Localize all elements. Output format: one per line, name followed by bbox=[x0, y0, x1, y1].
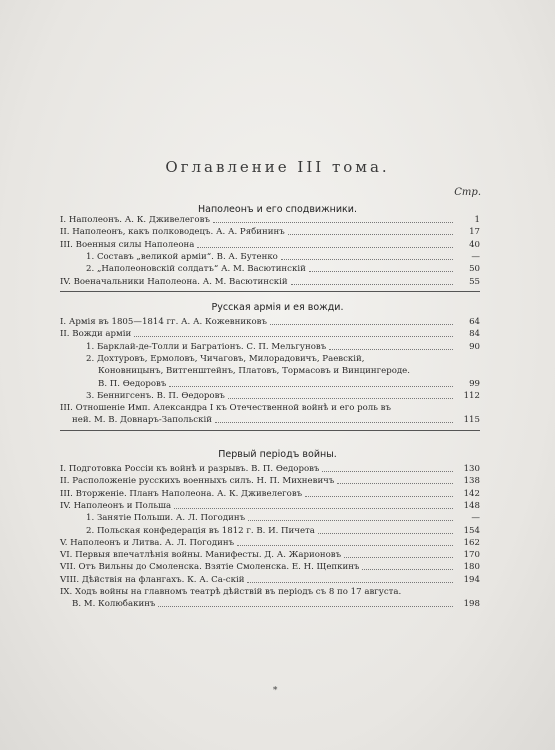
toc-entry bbox=[60, 488, 480, 500]
entry-page: 64 bbox=[469, 317, 480, 327]
entry-text: Наполеонъ. А. К. Дживелеговъ bbox=[68, 215, 210, 225]
leader-dots bbox=[270, 324, 453, 325]
leader-dots bbox=[329, 349, 453, 350]
toc-entry bbox=[98, 365, 480, 377]
entry-text: Подготовка Россіи къ войнѣ и разрывъ. В. П. Өедоровъ bbox=[68, 464, 320, 474]
entry-text: Отношеніе Имп. Александра I къ Отечественной войнѣ и его роль въ bbox=[75, 403, 391, 414]
toc-title: Оглавление III тома. bbox=[165, 158, 390, 176]
leader-dots bbox=[288, 234, 453, 235]
toc-entry bbox=[60, 475, 480, 487]
entry-page: 198 bbox=[463, 599, 480, 610]
entry-text: Составъ „великой арміи“. В. А. Бутенко bbox=[96, 251, 278, 262]
leader-dots bbox=[362, 569, 453, 570]
toc-entry bbox=[60, 226, 480, 238]
toc-entry bbox=[86, 341, 480, 353]
entry-number: II. bbox=[60, 476, 73, 487]
leader-dots bbox=[344, 557, 453, 558]
entry-number: I. bbox=[60, 215, 69, 225]
entry-text: Военныя силы Наполеона bbox=[75, 239, 195, 250]
entry-page: 180 bbox=[463, 562, 480, 573]
entry-page: 17 bbox=[469, 227, 480, 238]
entry-text: Занятіе Польши. А. Л. Погодинъ bbox=[96, 513, 246, 524]
entry-text: Армія въ 1805—1814 гг. А. А. Кожевниковъ bbox=[68, 317, 267, 327]
leader-dots bbox=[322, 471, 453, 472]
section-heading: Наполеонъ и его сподвижники. bbox=[198, 204, 357, 215]
entry-number: IV. bbox=[60, 276, 74, 287]
entry-text: Наполеонъ и Литва. А. Л. Погодинъ bbox=[70, 537, 235, 548]
entry-page: 84 bbox=[469, 329, 480, 340]
toc-entry bbox=[60, 549, 480, 561]
leader-dots bbox=[337, 483, 453, 484]
entry-number: 2. bbox=[86, 525, 97, 536]
leader-dots bbox=[291, 284, 453, 285]
toc-entry bbox=[98, 378, 480, 390]
entry-number: IX. bbox=[60, 587, 75, 597]
leader-dots bbox=[213, 222, 453, 223]
entry-text: Коновницынъ, Витгенштейнъ, Платовъ, Тормасовъ и Винцингероде. bbox=[98, 366, 410, 377]
entry-text: Ходъ войны на главномъ театрѣ дѣйствій въ періодъ съ 8 по 17 августа. bbox=[74, 587, 402, 597]
toc-entry bbox=[60, 239, 480, 251]
entry-text: Военачальники Наполеона. А. М. Васютинскій bbox=[73, 276, 288, 287]
entry-page: 55 bbox=[469, 276, 480, 287]
entry-page: 138 bbox=[463, 476, 480, 487]
leader-dots bbox=[169, 386, 453, 387]
section-heading: Русская армія и ея вожди. bbox=[211, 302, 344, 313]
entry-text: Вторженіе. Планъ Наполеона. А. К. Дживелеговъ bbox=[75, 488, 303, 499]
entry-text: Первыя впечатлѣнія войны. Манифесты. Д. А. Жарионовъ bbox=[75, 550, 342, 561]
leader-dots bbox=[228, 398, 453, 399]
entry-page: 90 bbox=[469, 341, 480, 352]
leader-dots bbox=[174, 508, 453, 509]
entry-page: 112 bbox=[463, 390, 480, 401]
toc-entry bbox=[60, 328, 480, 340]
entry-text: В. П. Өедоровъ bbox=[98, 378, 167, 389]
entry-number: III. bbox=[60, 403, 76, 414]
entry-number: IV. bbox=[60, 500, 74, 511]
entry-page: 130 bbox=[463, 464, 480, 474]
entry-number: 2. bbox=[86, 264, 97, 275]
entry-number: II. bbox=[60, 227, 73, 238]
toc-entry bbox=[60, 316, 480, 328]
entry-number: 1. bbox=[86, 513, 97, 524]
leader-dots bbox=[281, 259, 453, 260]
toc-entry bbox=[60, 537, 480, 549]
entry-number: VII. bbox=[60, 562, 79, 573]
entry-page: 1 bbox=[474, 215, 480, 225]
toc-entry bbox=[60, 561, 480, 573]
entry-number: 1. bbox=[86, 341, 97, 352]
entry-number: II. bbox=[60, 329, 73, 340]
entry-page: — bbox=[471, 513, 480, 524]
entry-text: „Наполеоновскій солдатъ“ А. М. Васютинскій bbox=[96, 264, 306, 275]
entry-number: V. bbox=[60, 537, 71, 548]
leader-dots bbox=[248, 520, 453, 521]
entry-page: 99 bbox=[469, 378, 480, 389]
entry-number: III. bbox=[60, 488, 76, 499]
toc-entry bbox=[60, 574, 480, 586]
section-rule bbox=[60, 430, 480, 431]
leader-dots bbox=[309, 271, 453, 272]
toc-entry bbox=[86, 263, 480, 275]
leader-dots bbox=[215, 422, 453, 423]
toc-entry bbox=[60, 276, 480, 288]
entry-number: 2. bbox=[86, 353, 97, 364]
entry-number: I. bbox=[60, 464, 69, 474]
entry-number: III. bbox=[60, 239, 76, 250]
entry-text: Барклай-де-Толли и Багратіонъ. С. П. Мельгуновъ bbox=[96, 341, 327, 352]
leader-dots bbox=[305, 496, 453, 497]
toc-entry bbox=[60, 500, 480, 512]
toc-entry bbox=[86, 353, 480, 365]
entry-page: 50 bbox=[469, 264, 480, 275]
leader-dots bbox=[318, 533, 453, 534]
entry-number: VIII. bbox=[60, 574, 82, 585]
section-heading: Первый періодъ войны. bbox=[218, 449, 337, 460]
toc-entry bbox=[86, 390, 480, 402]
entry-number: I. bbox=[60, 317, 69, 327]
leader-dots bbox=[197, 247, 453, 248]
toc-entry bbox=[86, 512, 480, 524]
toc-entry bbox=[60, 402, 480, 414]
toc-entry bbox=[86, 525, 480, 537]
page-column-label: Стр. bbox=[454, 187, 481, 198]
entry-text: ней. М. В. Довнаръ-Запольскій bbox=[72, 415, 212, 426]
entry-text: Вожди арміи bbox=[72, 329, 132, 340]
entry-page: 142 bbox=[463, 488, 480, 499]
toc-entry bbox=[60, 586, 480, 598]
toc-entry bbox=[60, 214, 480, 226]
entry-text: Отъ Вильны до Смоленска. Взятіе Смоленска. Е. Н. Щепкинъ bbox=[78, 562, 360, 573]
entry-text: Наполеонъ и Польша bbox=[73, 500, 172, 511]
entry-text: Расположеніе русскихъ военныхъ силъ. Н. П. Михневичъ bbox=[72, 476, 335, 487]
entry-page: 194 bbox=[463, 574, 480, 585]
toc-entry bbox=[86, 251, 480, 263]
toc-entry bbox=[72, 598, 480, 610]
entry-page: 40 bbox=[469, 239, 480, 250]
entry-number: 1. bbox=[86, 251, 97, 262]
toc-entry bbox=[72, 414, 480, 426]
leader-dots bbox=[237, 545, 453, 546]
leader-dots bbox=[247, 582, 453, 583]
leader-dots bbox=[158, 606, 453, 607]
entry-page: 154 bbox=[463, 525, 480, 536]
entry-page: 148 bbox=[463, 500, 480, 511]
entry-text: Польская конфедерація въ 1812 г. В. И. Пичета bbox=[96, 525, 315, 536]
entry-text: Дохтуровъ, Ермоловъ, Чичаговъ, Милорадовичъ, Раевскій, bbox=[96, 353, 365, 364]
entry-text: Беннигсенъ. В. П. Өедоровъ bbox=[96, 390, 225, 401]
bottom-mark: ∗ bbox=[271, 684, 279, 694]
entry-number: 3. bbox=[86, 390, 97, 401]
entry-text: Наполеонъ, какъ полководецъ. А. А. Рябининъ bbox=[72, 227, 285, 238]
section-rule bbox=[60, 291, 480, 292]
entry-page: 162 bbox=[463, 537, 480, 548]
entry-page: 115 bbox=[463, 415, 480, 426]
entry-page: 170 bbox=[463, 550, 480, 561]
leader-dots bbox=[134, 336, 453, 337]
entry-text: Дѣйствія на флангахъ. К. А. Са-скій bbox=[81, 574, 245, 585]
entry-page: — bbox=[471, 251, 480, 262]
toc-entry bbox=[60, 463, 480, 475]
entry-text: В. М. Колюбакинъ bbox=[72, 599, 156, 610]
entry-number: VI. bbox=[60, 550, 76, 561]
